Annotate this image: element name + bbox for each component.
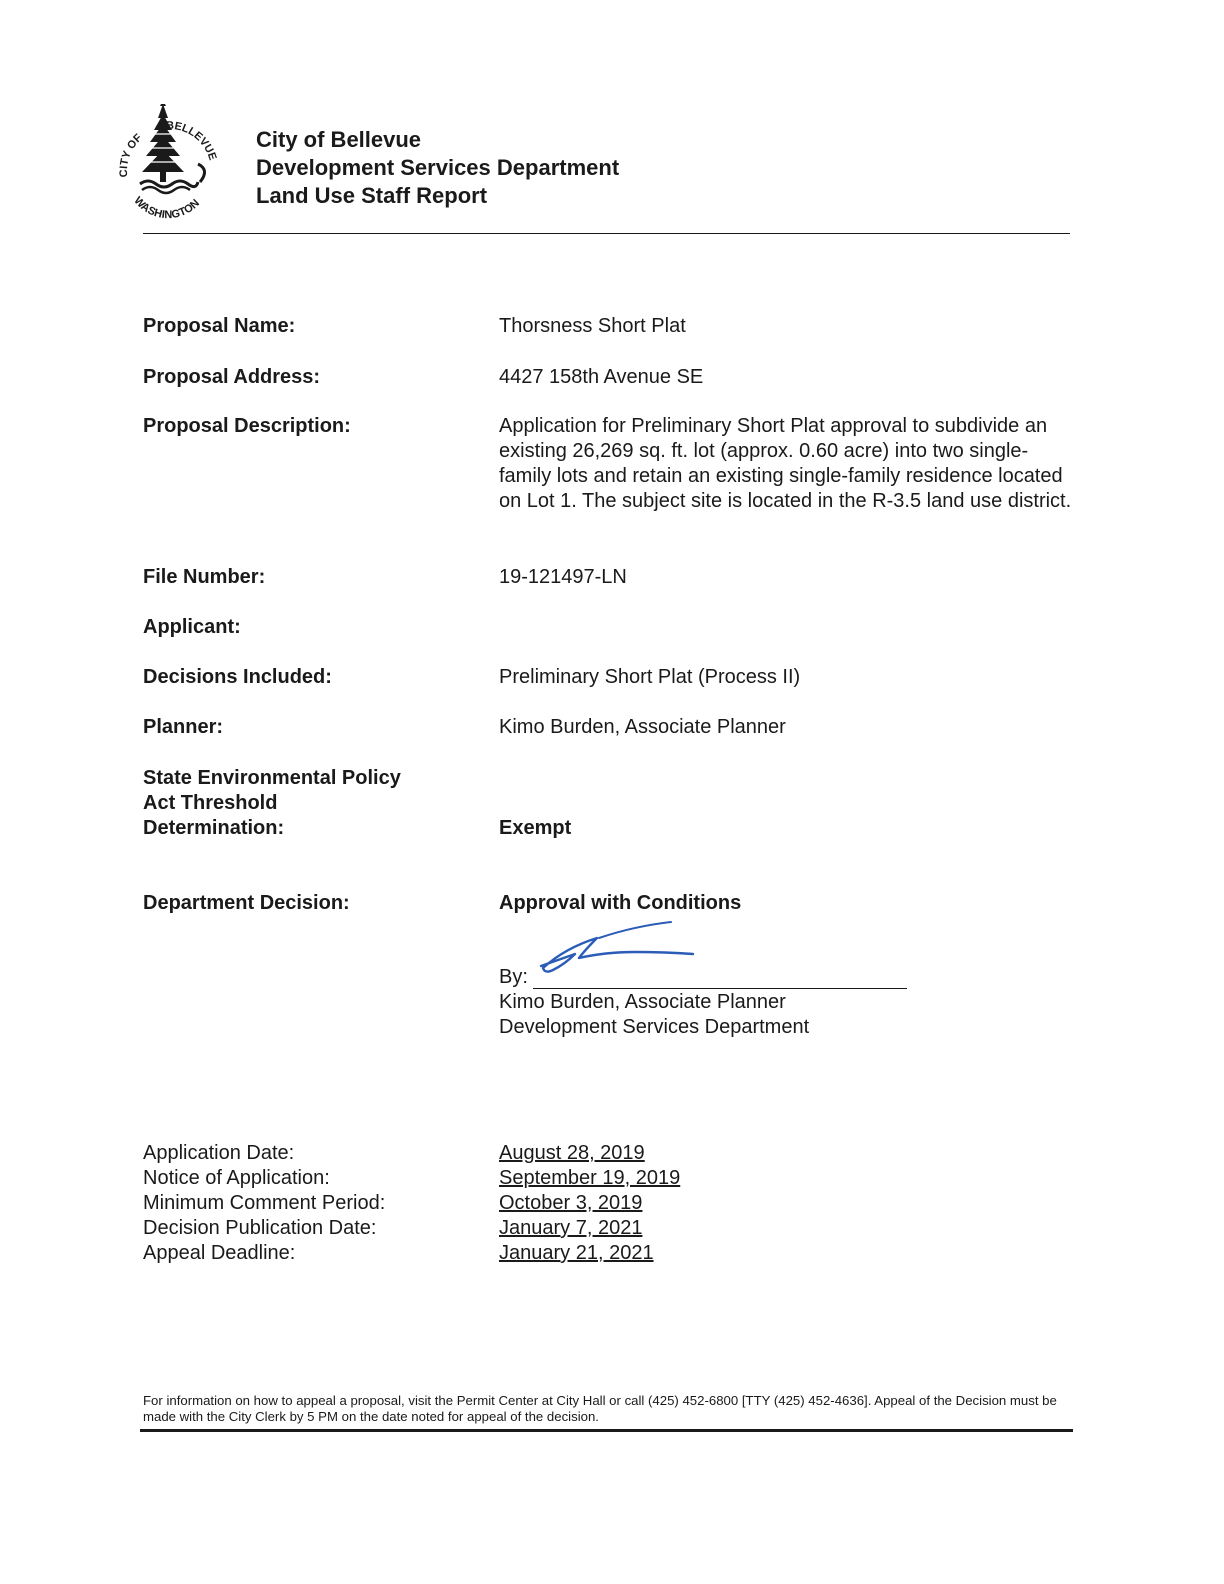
- appeal-deadline-label: Appeal Deadline:: [143, 1242, 296, 1264]
- department-decision-label: Department Decision:: [143, 892, 350, 914]
- minimum-comment-period-value: October 3, 2019: [499, 1192, 643, 1214]
- decisions-included-label: Decisions Included:: [143, 666, 332, 688]
- appeal-deadline-value: January 21, 2021: [499, 1242, 654, 1264]
- minimum-comment-period-label: Minimum Comment Period:: [143, 1192, 386, 1214]
- department-decision-value: Approval with Conditions: [499, 892, 742, 914]
- seal-top-text: BELLEVUE: [165, 119, 219, 162]
- proposal-name-label: Proposal Name:: [143, 315, 296, 337]
- report-title: Land Use Staff Report: [256, 183, 488, 208]
- svg-text:CITY OF: [118, 132, 145, 178]
- sepa-value: Exempt: [499, 817, 572, 839]
- signer-name: Kimo Burden, Associate Planner: [499, 991, 786, 1013]
- city-seal-icon: [114, 104, 222, 222]
- seal-bottom-text: WASHINGTON: [131, 194, 202, 222]
- header-divider: [143, 233, 1070, 234]
- file-number-value: 19-121497-LN: [499, 566, 627, 588]
- proposal-description-value: Application for Preliminary Short Plat approval to subdivide an existing 26,269 sq. ft. lot (approx. 0.60 acre) into two single-family lots and retain an existing single-family residence located on Lot 1. The subject site is located in the R-3.5 land use district.: [499, 415, 1072, 512]
- sepa-label-line2: Act Threshold: [143, 792, 278, 814]
- handwritten-signature: [535, 918, 697, 978]
- notice-of-application-label: Notice of Application:: [143, 1167, 330, 1189]
- application-date-label: Application Date:: [143, 1142, 295, 1164]
- proposal-address-value: 4427 158th Avenue SE: [499, 366, 704, 388]
- city-name: City of Bellevue: [256, 127, 422, 152]
- decisions-included-value: Preliminary Short Plat (Process II): [499, 666, 801, 688]
- footer-divider: [140, 1429, 1073, 1432]
- application-date-value: August 28, 2019: [499, 1142, 645, 1164]
- decision-publication-date-value: January 7, 2021: [499, 1217, 643, 1239]
- sepa-label-line1: State Environmental Policy: [143, 767, 401, 789]
- seal-left-text: CITY OF: [117, 131, 145, 178]
- svg-text:WASHINGTON: [131, 195, 202, 221]
- planner-label: Planner:: [143, 716, 224, 738]
- department-name: Development Services Department: [256, 155, 620, 180]
- notice-of-application-value: September 19, 2019: [499, 1167, 681, 1189]
- proposal-address-label: Proposal Address:: [143, 366, 321, 388]
- proposal-description-label: Proposal Description:: [143, 415, 351, 437]
- signature-block: [499, 918, 919, 1048]
- applicant-label: Applicant:: [143, 616, 241, 638]
- signature-line: [533, 988, 907, 989]
- planner-value: Kimo Burden, Associate Planner: [499, 716, 786, 738]
- by-label: By:: [499, 966, 528, 988]
- report-header: [256, 126, 619, 210]
- signer-department: Development Services Department: [499, 1016, 810, 1038]
- file-number-label: File Number:: [143, 566, 266, 588]
- proposal-name-value: Thorsness Short Plat: [499, 315, 686, 337]
- decision-publication-date-label: Decision Publication Date:: [143, 1217, 377, 1239]
- sepa-label-line3: Determination:: [143, 817, 285, 839]
- appeal-information-footer: For information on how to appeal a proposal, visit the Permit Center at City Hall or call (425) 452-6800 [TTY (425) 452-4636]. Appeal of the Decision must be made with the City Clerk by 5 PM on the date noted for appeal of the decision.: [143, 1393, 1057, 1424]
